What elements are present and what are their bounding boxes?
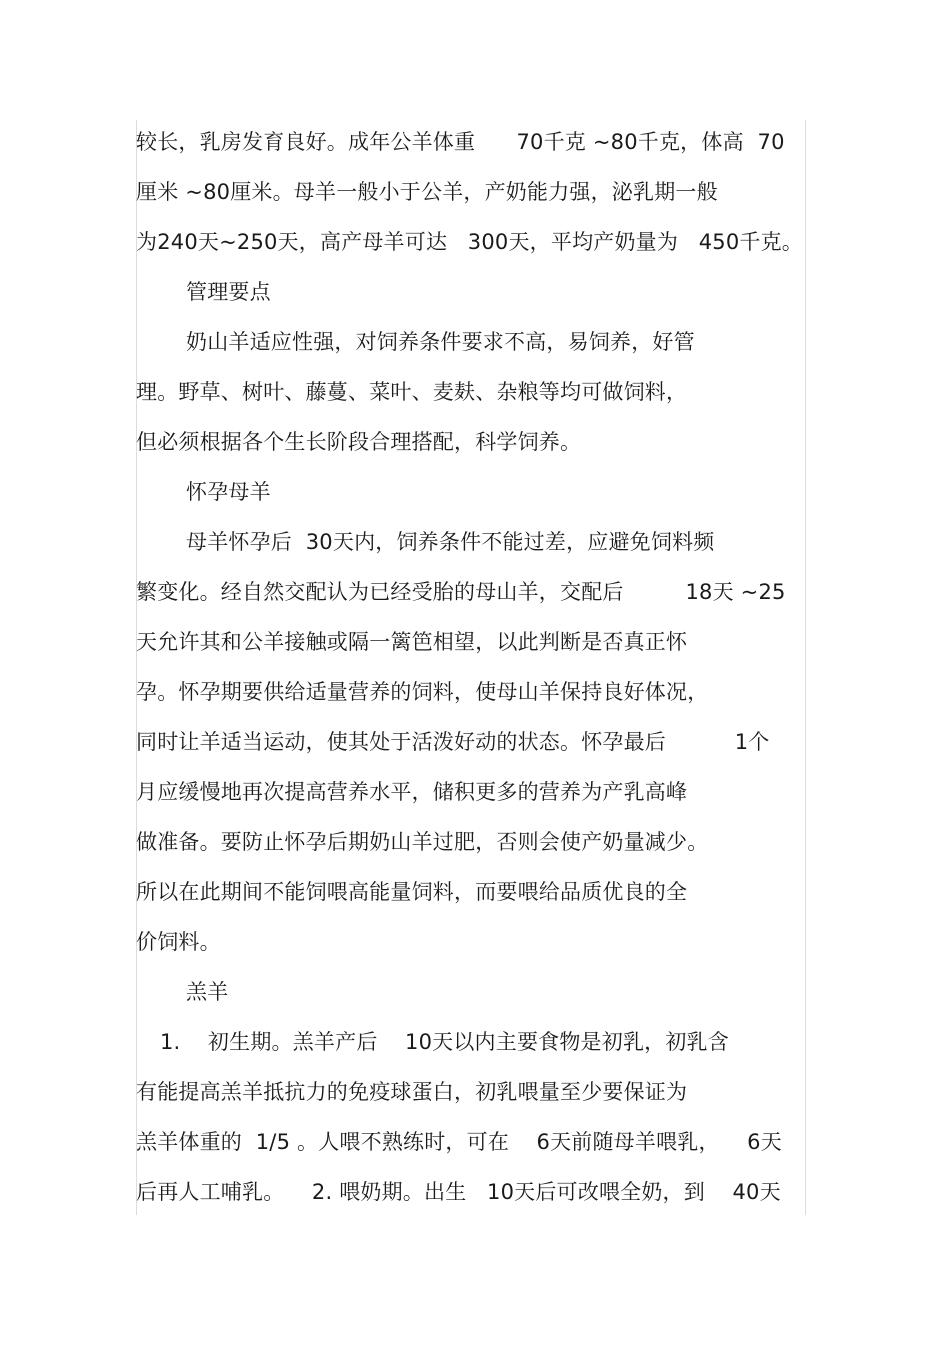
section-heading: 羔羊 bbox=[186, 980, 229, 1004]
list-item-line: 1. 初生期。羔羊产后 10天以内主要食物是初乳，初乳含 bbox=[160, 1030, 729, 1054]
paragraph-line: 孕。怀孕期要供给适量营养的饲料，使母山羊保持良好体况， bbox=[136, 680, 709, 704]
paragraph-line: 繁变化。经自然交配认为已经受胎的母山羊，交配后 18天 ~25 bbox=[136, 580, 786, 604]
paragraph-line: 同时让羊适当运动，使其处于活泼好动的状态。怀孕最后 1个 bbox=[136, 730, 770, 754]
paragraph-line: 后再人工哺乳。 2. 喂奶期。出生 10天后可改喂全奶，到 40天 bbox=[136, 1180, 781, 1204]
paragraph-line: 理。野草、树叶、藤蔓、菜叶、麦麸、杂粮等均可做饲料， bbox=[136, 380, 688, 404]
section-heading: 怀孕母羊 bbox=[186, 480, 271, 504]
paragraph-line: 月应缓慢地再次提高营养水平，储积更多的营养为产乳高峰 bbox=[136, 780, 688, 804]
paragraph-line: 所以在此期间不能饲喂高能量饲料，而要喂给品质优良的全 bbox=[136, 880, 688, 904]
paragraph-line: 奶山羊适应性强，对饲养条件要求不高，易饲养，好管 bbox=[186, 330, 695, 354]
paragraph-line: 厘米 ~80厘米。母羊一般小于公羊，产奶能力强，泌乳期一般 bbox=[136, 180, 718, 204]
paragraph-line: 但必须根据各个生长阶段合理搭配，科学饲养。 bbox=[136, 430, 582, 454]
paragraph-line: 较长，乳房发育良好。成年公羊体重 70千克 ~80千克，体高 70 bbox=[136, 130, 785, 154]
right-margin-rule bbox=[805, 120, 806, 1215]
paragraph-line: 有能提高羔羊抵抗力的免疫球蛋白，初乳喂量至少要保证为 bbox=[136, 1080, 688, 1104]
paragraph-line: 母羊怀孕后 30天内，饲养条件不能过差，应避免饲料频 bbox=[186, 530, 715, 554]
paragraph-line: 天允许其和公羊接触或隔一篱笆相望，以此判断是否真正怀 bbox=[136, 630, 688, 654]
paragraph-line: 羔羊体重的 1/5 。人喂不熟练时，可在 6天前随母羊喂乳， 6天 bbox=[136, 1130, 782, 1154]
section-heading: 管理要点 bbox=[186, 280, 271, 304]
paragraph-line: 做准备。要防止怀孕后期奶山羊过肥，否则会使产奶量减少。 bbox=[136, 830, 709, 854]
paragraph-line: 价饲料。 bbox=[136, 930, 221, 954]
paragraph-line: 为240天~250天，高产母羊可达 300天，平均产奶量为 450千克。 bbox=[136, 230, 803, 254]
left-margin-rule bbox=[136, 120, 137, 1215]
